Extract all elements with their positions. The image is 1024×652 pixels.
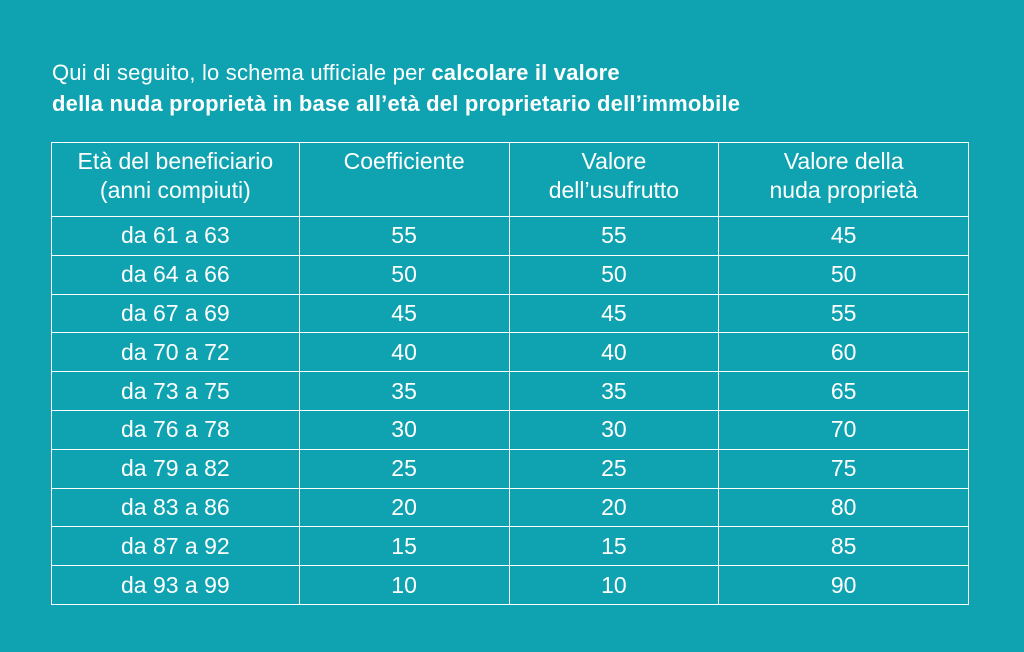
coefficient-cell: 10 (299, 566, 509, 605)
header-usufruct-value (509, 143, 719, 217)
age-range-cell: da 70 a 72 (52, 333, 300, 372)
bare-ownership-value-cell: 65 (719, 372, 969, 411)
table-row (52, 333, 969, 372)
coefficient-cell: 15 (299, 527, 509, 566)
age-range-cell: da 79 a 82 (52, 449, 300, 488)
bare-ownership-value-cell: 60 (719, 333, 969, 372)
intro-heading-bold-text: calcolare il valore (431, 60, 620, 85)
usufruct-value-cell: 30 (509, 410, 719, 449)
bare-ownership-value-cell: 90 (719, 566, 969, 605)
table-row (52, 217, 969, 256)
bare-ownership-value-cell: 80 (719, 488, 969, 527)
age-range-cell: da 93 a 99 (52, 566, 300, 605)
usufruct-value-cell: 10 (509, 566, 719, 605)
intro-heading-line-2 (52, 88, 952, 119)
header-coefficient-line-1: Coefficiente (343, 148, 465, 174)
table-row (52, 255, 969, 294)
bare-ownership-value-cell: 55 (719, 294, 969, 333)
bare-ownership-value-cell: 70 (719, 410, 969, 449)
age-range-cell: da 73 a 75 (52, 372, 300, 411)
table-row (52, 527, 969, 566)
header-age-line-1: Età del beneficiario (77, 148, 274, 174)
age-range-cell: da 83 a 86 (52, 488, 300, 527)
header-coefficient (299, 143, 509, 217)
table-row (52, 488, 969, 527)
intro-heading-bold-text-2: della nuda proprietà in base all’età del proprietario dell’immobile (52, 91, 741, 116)
usufruct-value-cell: 55 (509, 217, 719, 256)
table-row (52, 372, 969, 411)
coefficient-cell: 50 (299, 255, 509, 294)
usufruct-value-cell: 45 (509, 294, 719, 333)
header-usufruct-line-1: Valore (581, 148, 647, 174)
age-range-cell: da 61 a 63 (52, 217, 300, 256)
coefficient-cell: 55 (299, 217, 509, 256)
age-range-cell: da 87 a 92 (52, 527, 300, 566)
age-range-cell: da 67 a 69 (52, 294, 300, 333)
header-usufruct-line-2: dell’usufrutto (548, 177, 680, 203)
bare-ownership-value-cell: 75 (719, 449, 969, 488)
coefficient-cell: 35 (299, 372, 509, 411)
table-row (52, 449, 969, 488)
coefficient-cell: 20 (299, 488, 509, 527)
header-bare-ownership-line-1: Valore della (783, 148, 904, 174)
coefficient-cell: 40 (299, 333, 509, 372)
usufruct-value-cell: 40 (509, 333, 719, 372)
coefficient-table (51, 142, 969, 605)
header-age-line-2: (anni compiuti) (99, 177, 251, 203)
header-bare-ownership-value (719, 143, 969, 217)
header-bare-ownership-line-2: nuda proprietà (769, 177, 918, 203)
bare-ownership-value-cell: 85 (719, 527, 969, 566)
usufruct-value-cell: 15 (509, 527, 719, 566)
coefficient-cell: 30 (299, 410, 509, 449)
age-range-cell: da 76 a 78 (52, 410, 300, 449)
coefficient-cell: 45 (299, 294, 509, 333)
table-header-row (52, 143, 969, 217)
age-range-cell: da 64 a 66 (52, 255, 300, 294)
table-row (52, 566, 969, 605)
usufruct-value-cell: 20 (509, 488, 719, 527)
coefficient-cell: 25 (299, 449, 509, 488)
usufruct-value-cell: 35 (509, 372, 719, 411)
table-row (52, 294, 969, 333)
header-age (52, 143, 300, 217)
intro-heading-normal-text: Qui di seguito, lo schema ufficiale per (52, 60, 432, 85)
table-body (52, 217, 969, 605)
intro-heading (52, 57, 952, 119)
intro-heading-line-1 (52, 57, 952, 88)
bare-ownership-value-cell: 45 (719, 217, 969, 256)
usufruct-value-cell: 25 (509, 449, 719, 488)
table-row (52, 410, 969, 449)
bare-ownership-value-cell: 50 (719, 255, 969, 294)
usufruct-value-cell: 50 (509, 255, 719, 294)
